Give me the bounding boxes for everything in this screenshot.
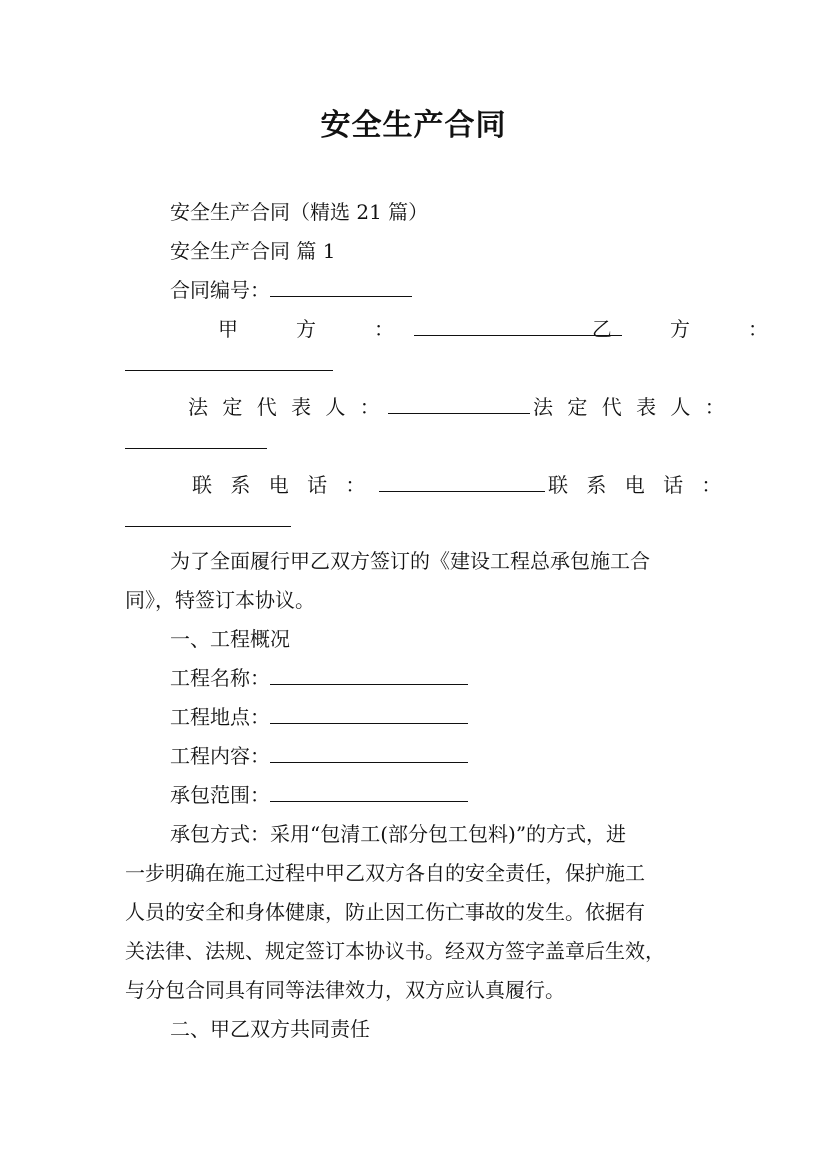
phone-a-label: 联 系 电 话 ： xyxy=(192,473,372,497)
project-location-row xyxy=(170,703,468,731)
legal-rep-a-row xyxy=(188,393,530,421)
phone-a-field[interactable] xyxy=(379,473,545,492)
project-content-row xyxy=(170,742,468,770)
legal-rep-a-label: 法 定 代 表 人 ： xyxy=(188,395,384,419)
method-line-4: 关法律、法规、规定签订本协议书。经双方签字盖章后生效， xyxy=(125,939,665,963)
party-b-label: 乙 方 ： xyxy=(592,317,774,341)
project-location-label: 工程地点： xyxy=(170,705,270,729)
party-b-row xyxy=(592,315,774,343)
method-line-2: 一步明确在施工过程中甲乙双方各自的安全责任，保护施工 xyxy=(125,861,645,885)
method-line-5: 与分包合同具有同等法律效力，双方应认真履行。 xyxy=(125,978,565,1002)
party-a-field[interactable] xyxy=(414,317,622,336)
party-a-label: 甲 方 ： xyxy=(218,317,400,341)
phone-b-label: 联 系 电 话 ： xyxy=(548,473,728,497)
contract-scope-field[interactable] xyxy=(270,783,468,802)
party-b-field[interactable] xyxy=(125,352,333,371)
contract-number-row xyxy=(170,276,412,304)
method-line-3: 人员的安全和身体健康，防止因工伤亡事故的发生。依据有 xyxy=(125,900,645,924)
section-2-title: 二、甲乙双方共同责任 xyxy=(170,1017,370,1041)
document-subtitle: 安全生产合同（精选 21 篇） xyxy=(170,200,429,224)
party-b-field-row xyxy=(125,350,333,378)
document-title: 安全生产合同 xyxy=(320,108,507,143)
party-a-row xyxy=(218,315,622,343)
contract-scope-label: 承包范围： xyxy=(170,783,270,807)
contract-scope-row xyxy=(170,781,468,809)
phone-b-field-row xyxy=(125,506,291,534)
intro-line-1: 为了全面履行甲乙双方签订的《建设工程总承包施工合 xyxy=(170,549,650,573)
phone-b-row xyxy=(548,471,727,499)
phone-a-row xyxy=(192,471,545,499)
project-content-field[interactable] xyxy=(270,744,468,763)
project-name-field[interactable] xyxy=(270,666,468,685)
section-heading: 安全生产合同 篇 1 xyxy=(170,239,336,263)
project-content-label: 工程内容： xyxy=(170,744,270,768)
contract-number-field[interactable] xyxy=(270,278,412,297)
project-name-row xyxy=(170,664,468,692)
intro-line-2: 同》，特签订本协议。 xyxy=(125,588,315,612)
project-name-label: 工程名称： xyxy=(170,666,270,690)
project-location-field[interactable] xyxy=(270,705,468,724)
phone-b-field[interactable] xyxy=(125,508,291,527)
legal-rep-b-label: 法 定 代 表 人 ： xyxy=(533,395,729,419)
section-1-title: 一、工程概况 xyxy=(170,627,290,651)
contract-number-label: 合同编号： xyxy=(170,278,270,302)
legal-rep-a-field[interactable] xyxy=(388,395,530,414)
legal-rep-b-field-row xyxy=(125,428,267,456)
legal-rep-b-row xyxy=(533,393,729,421)
method-line-1: 承包方式：采用“包清工(部分包工包料)”的方式，进 xyxy=(170,822,627,846)
legal-rep-b-field[interactable] xyxy=(125,430,267,449)
